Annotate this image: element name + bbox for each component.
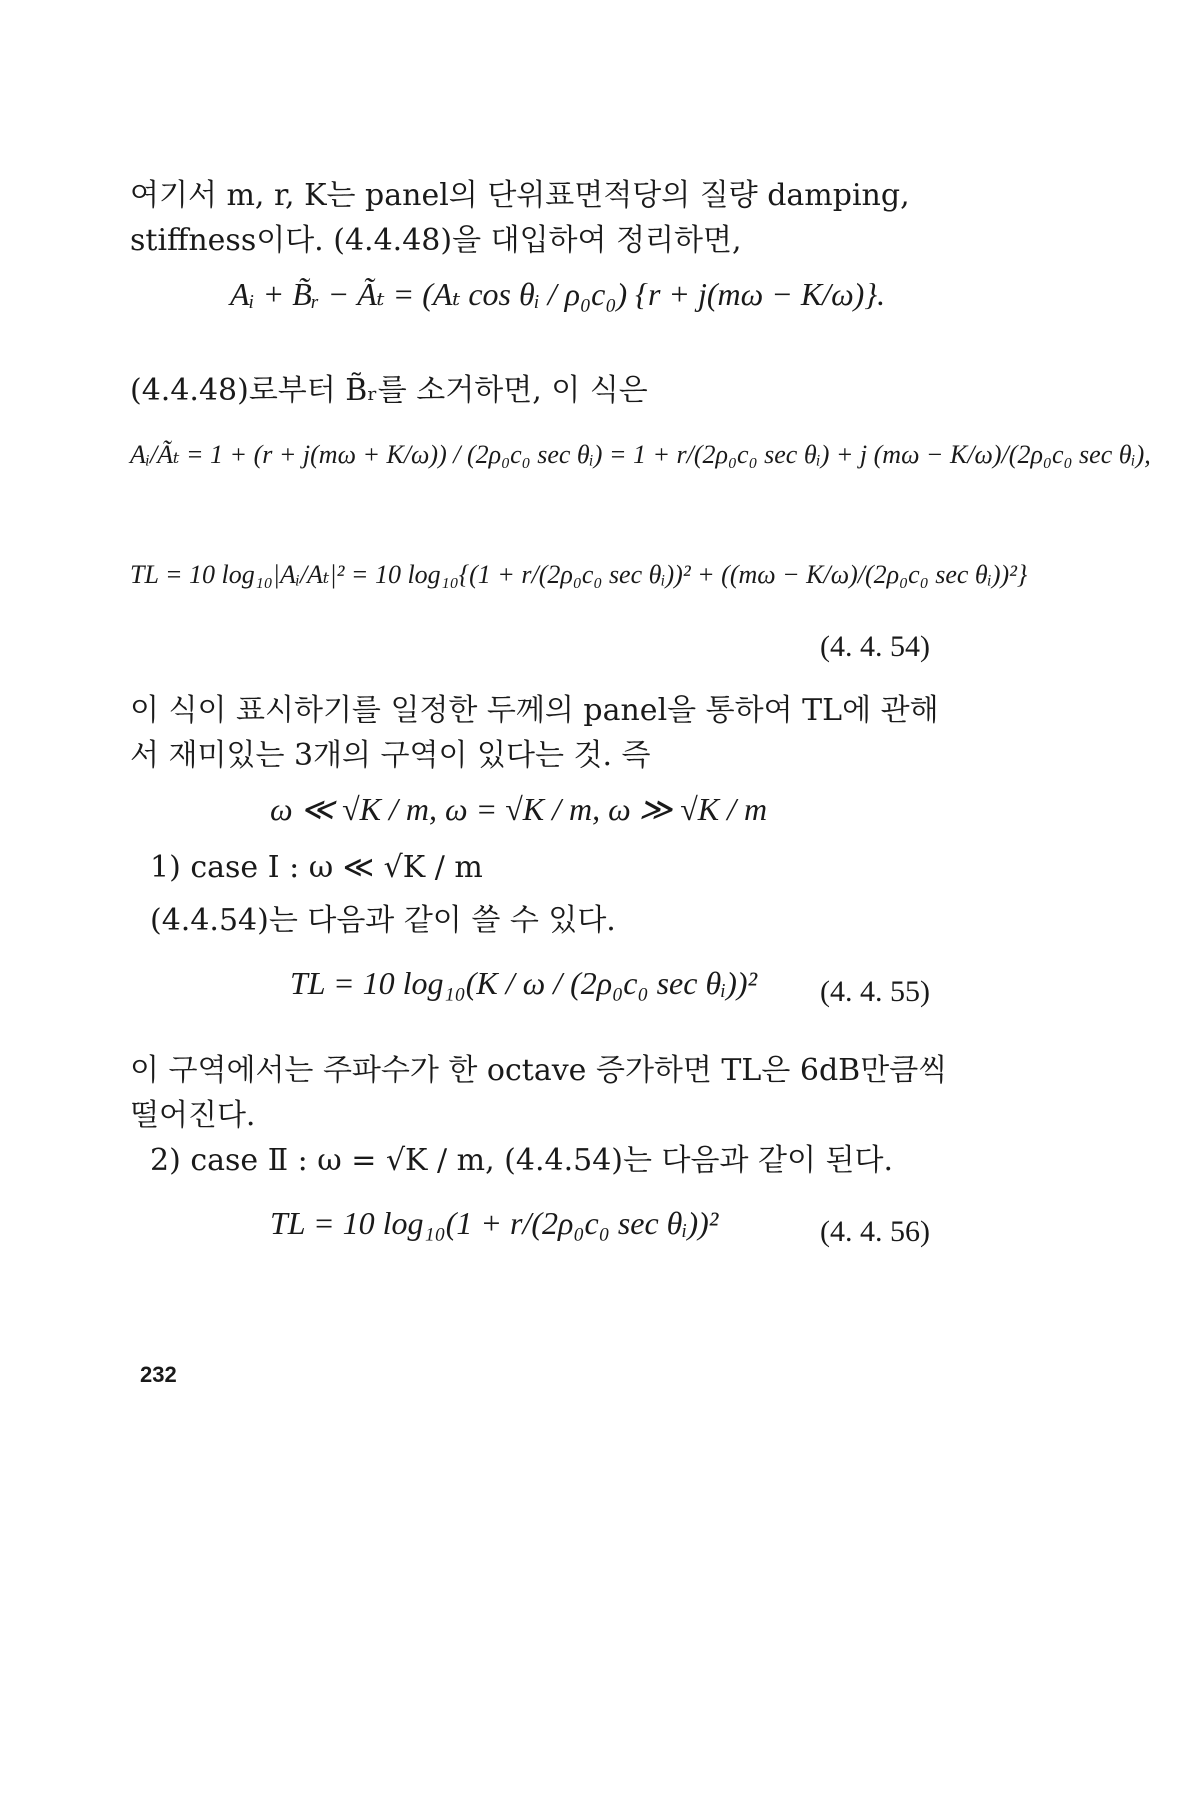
equation-number-4-4-54: (4. 4. 54) [820,630,930,663]
page-number: 232 [140,1362,177,1387]
equation-number-4-4-55: (4. 4. 55) [820,975,930,1008]
paragraph-4-line-1: 이 구역에서는 주파수가 한 octave 증가하면 TL은 6dB만큼씩 [130,1053,948,1088]
paragraph-1-line-1: 여기서 m, r, K는 panel의 단위표면적당의 질량 damping, [130,178,910,213]
paragraph-4-line-2: 떨어진다. [130,1098,256,1133]
paragraph-3-line-2: 서 재미있는 3개의 구역이 있다는 것. 즉 [130,738,651,773]
paragraph-1-line-2: stiffness이다. (4.4.48)을 대입하여 정리하면, [130,223,742,258]
equation-2: Aᵢ/Ãₜ = 1 + (r + j(mω + K/ω)) / (2ρ₀c₀ sec θᵢ) = 1 + r/(2ρ₀c₀ sec θᵢ) + j (mω − K/ω)/(2ρ₀c₀ sec θᵢ), [130,440,1151,469]
paragraph-3-line-1: 이 식이 표시하기를 일정한 두께의 panel을 통하여 TL에 관해 [130,693,939,728]
case-1-text: (4.4.54)는 다음과 같이 쓸 수 있다. [150,903,616,938]
paragraph-2: (4.4.48)로부터 B̃ᵣ를 소거하면, 이 식은 [130,373,648,408]
case-1-label: 1) case Ⅰ : ω ≪ √K / m [150,850,483,885]
equation-1: Aᵢ + B̃ᵣ − Ãₜ = (Aₜ cos θᵢ / ρ₀c₀) {r + j(mω − K/ω)}. [230,276,886,312]
equation-3: TL = 10 log₁₀|Aᵢ/Aₜ|² = 10 log₁₀{(1 + r/(2ρ₀c₀ sec θᵢ))² + ((mω − K/ω)/(2ρ₀c₀ sec θᵢ))²} [130,560,1028,589]
equation-number-4-4-56: (4. 4. 56) [820,1215,930,1248]
equation-5: TL = 10 log₁₀(1 + r/(2ρ₀c₀ sec θᵢ))² [270,1205,719,1241]
equation-4: TL = 10 log₁₀(K / ω / (2ρ₀c₀ sec θᵢ))² [290,965,758,1001]
case-2-label: 2) case Ⅱ : ω = √K / m, (4.4.54)는 다음과 같이 된다. [150,1143,893,1178]
equation-regions: ω ≪ √K / m, ω = √K / m, ω ≫ √K / m [270,791,768,827]
